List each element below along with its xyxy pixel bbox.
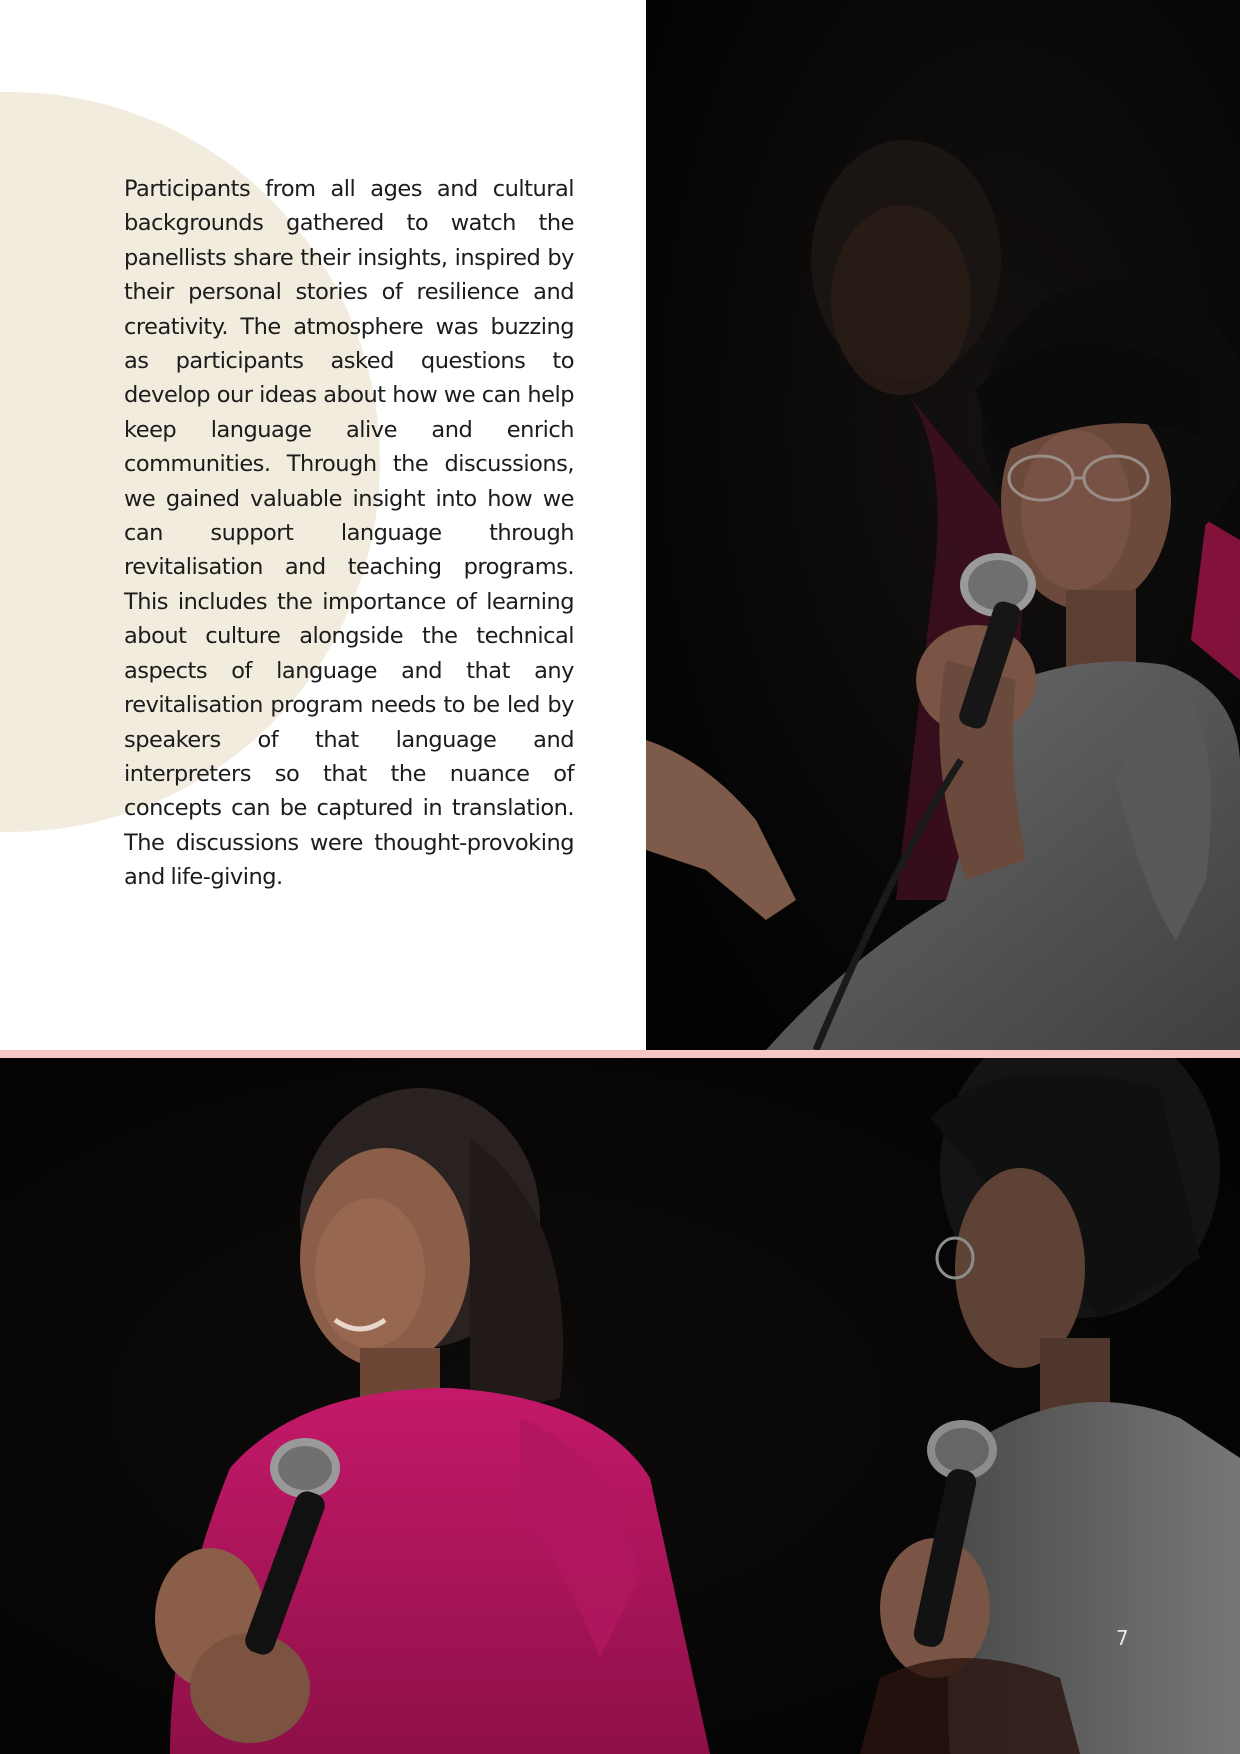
photo-top-illustration xyxy=(646,0,1240,1050)
body-paragraph: Participants from all ages and cultural backgrounds gathered to watch the panellists share their insights, inspired by their personal stories of resilience and creativity. The atmosphere was buzzing as participants asked questions to develop our ideas about how we can help keep language alive and enrich communities. Through the discussions, we gained valuable insight into how we can support language through revitalisation and teaching programs. This includes the importance of learning about culture alongside the technical aspects of language and that any revitalisation program needs to be led by speakers of that language and interpreters so that the nuance of concepts can be captured in translation. The discussions were thought-provoking and life-giving. xyxy=(124,176,574,891)
photo-speaker-with-microphone xyxy=(646,0,1240,1050)
photo-bottom-illustration xyxy=(0,1058,1240,1754)
section-divider xyxy=(0,1050,1240,1058)
photo-panellists-speaking xyxy=(0,1058,1240,1754)
page-number: 7 xyxy=(1116,1626,1129,1650)
